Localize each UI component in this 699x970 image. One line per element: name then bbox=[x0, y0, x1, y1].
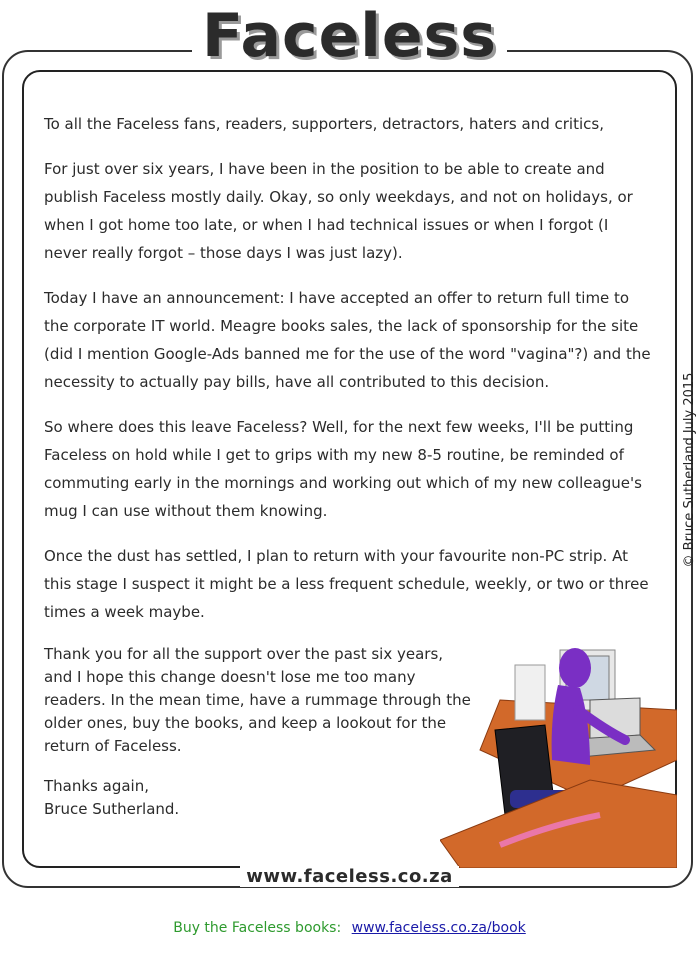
computer-tower-icon bbox=[515, 665, 545, 720]
buy-books-label: Buy the Faceless books: bbox=[173, 920, 342, 936]
faceless-character-at-desk-illustration bbox=[440, 640, 677, 868]
letter-paragraph-5: Thank you for all the support over the past six years, and I hope this change doesn't lose me too many readers. In the mean time, have a rummage through the older ones, buy the books, and keep a lookout for the return of Faceless. bbox=[44, 645, 471, 755]
letter-closing: Thanks again, bbox=[44, 777, 149, 795]
comic-title-text: Faceless bbox=[192, 4, 507, 68]
copyright-text: © Bruce Sutherland July 2015 bbox=[682, 372, 697, 568]
website-url bbox=[0, 866, 699, 887]
character-head bbox=[559, 648, 591, 688]
letter-paragraph-1: For just over six years, I have been in the position to be able to create and publish Faceless mostly daily. Okay, so only weekdays, and not on holidays, or when I got home too late, or when I had technical issues or when I forgot (I never really forgot – those days I was just lazy). bbox=[44, 160, 633, 262]
letter-salutation: To all the Faceless fans, readers, supporters, detractors, haters and critics, bbox=[44, 115, 604, 133]
buy-books-link[interactable]: www.faceless.co.za/book bbox=[351, 920, 526, 936]
letter-signoff bbox=[44, 775, 344, 821]
website-text: www.faceless.co.za bbox=[240, 866, 459, 887]
letter-signature: Bruce Sutherland. bbox=[44, 800, 180, 818]
letter-paragraph-4: Once the dust has settled, I plan to return with your favourite non-PC strip. At this stage I suspect it might be a less frequent schedule, weekly, or two or three times a week maybe. bbox=[44, 547, 649, 621]
comic-title bbox=[0, 1, 699, 74]
buy-books-footer bbox=[0, 920, 699, 936]
copyright-notice bbox=[680, 350, 699, 590]
letter-paragraph-3: So where does this leave Faceless? Well, for the next few weeks, I'll be putting Faceless on hold while I get to grips with my new 8-5 routine, be reminded of commuting early in the mornings and working out which of my new colleague's mug I can use without them knowing. bbox=[44, 418, 642, 520]
letter-paragraph-2: Today I have an announcement: I have accepted an offer to return full time to the corporate IT world. Meagre books sales, the lack of sponsorship for the site (did I mention Google-Ads banned me for the use of the word "vagina"?) and the necessity to actually pay bills, have all contributed to this decision. bbox=[44, 289, 651, 391]
